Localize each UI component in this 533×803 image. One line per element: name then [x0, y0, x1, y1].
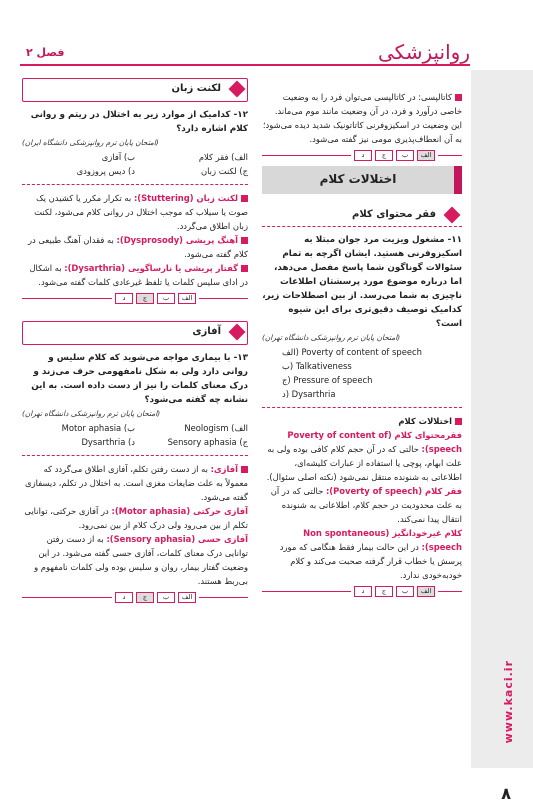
option: ب) Talkativeness: [282, 361, 352, 371]
answer-option: د: [354, 586, 372, 597]
options-grid: [22, 150, 248, 178]
square-bullet-icon: [455, 418, 462, 425]
square-bullet-icon: [241, 466, 248, 473]
answer-key: [22, 592, 248, 602]
option: الف) Neologism: [184, 423, 248, 433]
question-11: ۱۱- مشغول ویزیت مرد جوان مبتلا به اسکیزوفرنی هستید. ایشان اگرچه به تمام سئوالات گوناگون شما پاسخ مفصل می‌دهد، اما درباره موضوع مورد پرسشتان اطلاعات ناچیزی به شما می‌رسد. از بین اصطلاحات زیر، کدامیک توصیف دقیق‌تری برای این شیوه است؟: [262, 235, 462, 329]
option: د) Dysarthria: [81, 437, 135, 447]
explanation: لکنت زبان (Stuttering): به تکرار مکرر یا کشیدن یک صوت یا سیلاب که موجب اختلال در روانی کلام می‌شود، لکنت زبان اطلاق می‌گردد. آهنگ پریشی (Dysprosody): به فقدان آهنگ طبیعی در کلام گفته می‌شود. گفتار پریشی یا نارساگویی (Dysarthria): به اشکال در ادای سلیس کلمات یا تلفظ غیرعادی کلمات گفته می‌شود.: [27, 193, 248, 287]
side-margin: [471, 70, 533, 803]
option: د) Dysarthria: [282, 389, 336, 399]
expl-title: فقرمحتوای کلام (Poverty of content of speech):: [287, 430, 462, 454]
answer-key: [262, 586, 462, 596]
answer-option: ب: [157, 293, 175, 304]
option: ب) آفازی: [101, 152, 135, 162]
answer-option: ج: [136, 293, 154, 304]
topic-box: آفازی: [22, 321, 248, 345]
answer-option: الف: [417, 586, 435, 597]
options-list: [262, 345, 462, 401]
option: ب) Motor aphasia: [61, 423, 135, 433]
answer-option: د: [115, 592, 133, 603]
topic-box: لکنت زبان: [22, 78, 248, 102]
website-label: www.kaci.ir: [502, 660, 515, 744]
answer-option: ب: [396, 586, 414, 597]
subsection-heading: فقر محتوای کلام: [262, 206, 462, 227]
square-bullet-icon: [241, 265, 248, 272]
question-source: (امتحان پایان ترم روانپزشکی دانشگاه تهران): [22, 409, 161, 418]
answer-option: الف: [178, 592, 196, 603]
chapter-label: فصل ۲: [26, 46, 65, 59]
left-column: [22, 78, 248, 606]
options-grid: [22, 421, 248, 449]
answer-option: ج: [136, 592, 154, 603]
answer-option: ج: [375, 586, 393, 597]
page-header: [20, 40, 470, 80]
expl-title: فقر کلام (Poverty of speech):: [325, 486, 462, 496]
expl-title: کلام غیرخودانگیز (Non spontaneous speech):: [303, 528, 462, 552]
explanation: آفازی: به از دست رفتن تکلم، آفازی اطلاق می‌گردد که معمولاً به علت ضایعات مغزی است. به اختلال در تکلم، دیسفازی گفته می‌شود. آفازی حرکتی (Motor aphasia): در آفازی حرکتی، توانایی تکلم از بین می‌رود ولی درک کلام از بین نمی‌رود. آفازی حسی (Sensory aphasia): به از دست رفتن توانایی درک معنای کلمات، آفازی حسی گفته می‌شود. در این وضعیت گفتار بیمار، روان و سلیس بوده ولی کلمات نامفهوم و بی‌ربط هستند.: [24, 464, 248, 586]
question-13: ۱۳- با بیماری مواجه می‌شوید که کلام سلیس و روانی دارد ولی به شکل نامفهومی حرف می‌زند و درک معنای کلمات را نیز از دست داده است. به این نشانه چه گفته می‌شود؟: [31, 353, 248, 405]
section-heading: اختلالات کلام: [262, 166, 462, 194]
answer-key: [22, 293, 248, 303]
page-number: ۸: [501, 784, 511, 803]
question-source: (امتحان پایان ترم روانپزشکی دانشگاه ایران): [22, 138, 159, 147]
square-bullet-icon: [241, 195, 248, 202]
square-bullet-icon: [455, 94, 462, 101]
right-column: [262, 90, 462, 600]
question-12: ۱۲- کدامیک از موارد زیر به اختلال در ریتم و روانی کلام اشاره دارد؟: [30, 110, 248, 134]
answer-option: ب: [396, 150, 414, 161]
option: ج) لکنت زبان: [200, 166, 248, 176]
answer-option: د: [115, 293, 133, 304]
page-title: روانپزشکی: [370, 40, 470, 64]
answer-option: ج: [375, 150, 393, 161]
option: الف) فقر کلام: [198, 152, 248, 162]
answer-option: ب: [157, 592, 175, 603]
explanation: اختلالات کلام فقرمحتوای کلام (Poverty of content of speech): حالتی که در آن حجم کلام کافی بوده ولی به علت ابهام، پوچی یا استفاده از عبارات کلیشه‌ای، اطلاعاتی به شنونده منتقل نمی‌شود (نکته اصلی سئوال). فقر کلام (Poverty of speech): حالتی که در آن به علت محدودیت در حجم کلام، اطلاعاتی به شنونده انتقال پیدا نمی‌کند. کلام غیرخودانگیز (Non spontaneous speech): در این حالت بیمار فقط هنگامی که مورد پرسش یا خطاب قرار گرفته صحبت می‌کند و کلام خودبه‌خودی ندارد.: [266, 416, 462, 580]
diamond-icon: [229, 324, 246, 341]
diamond-icon: [444, 207, 461, 224]
diamond-icon: [229, 81, 246, 98]
option: ج) Pressure of speech: [282, 375, 373, 385]
option: الف) Poverty of content of speech: [282, 347, 422, 357]
answer-option: د: [354, 150, 372, 161]
answer-key: [262, 150, 462, 160]
square-bullet-icon: [241, 237, 248, 244]
header-rule: [20, 64, 470, 66]
question-source: (امتحان پایان ترم روانپزشکی دانشگاه تهران): [262, 333, 401, 342]
answer-option: الف: [178, 293, 196, 304]
option: ج) Sensory aphasia: [167, 437, 248, 447]
answer-option: الف: [417, 150, 435, 161]
catalepsy-paragraph: کاتالپسی: در کاتالپسی می‌توان فرد را به وضعیت خاصی درآورد و فرد، در آن وضعیت مانند موم می‌ماند. این وضعیت در اسکیزوفرنی کاتاتونیک شدید دیده می‌شود؛ به آن انعطاف‌پذیری مومی نیز گفته می‌شود.: [262, 92, 462, 144]
option: د) دیس پروزودی: [76, 166, 135, 176]
